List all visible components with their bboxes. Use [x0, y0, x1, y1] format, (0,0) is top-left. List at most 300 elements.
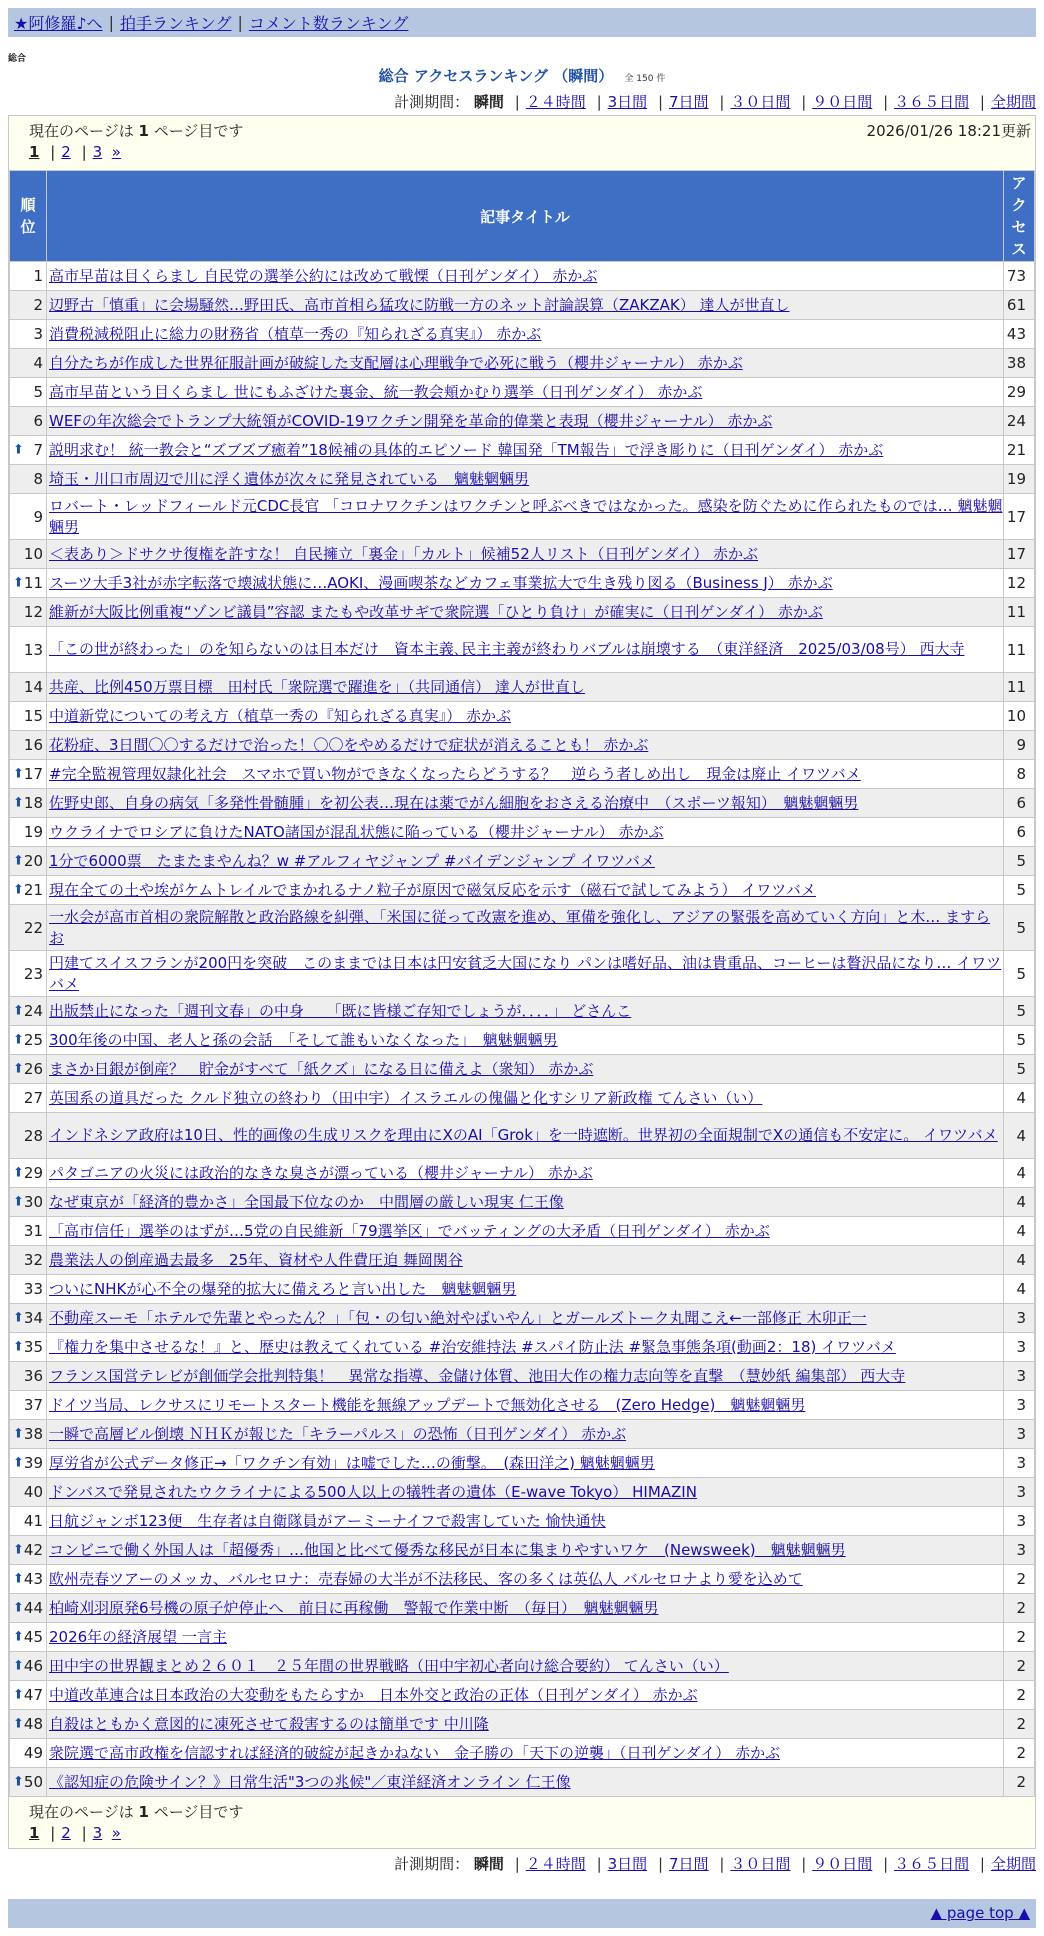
- table-row: [10, 997, 1035, 1026]
- rank-cell: [10, 569, 47, 598]
- category-tag: 総合: [8, 54, 27, 64]
- table-row: [10, 262, 1035, 291]
- access-count: 73: [1004, 262, 1035, 291]
- table-row: [10, 598, 1035, 627]
- table-row: [10, 702, 1035, 731]
- article-title-link[interactable]: 一水会が高市首相の衆院解散と政治路線を糾弾、「米国に従って改憲を進め、軍備を強化し、アジアの緊張を高めていく方向」と木… ますらお: [49, 907, 991, 947]
- article-title-link[interactable]: 維新が大阪比例重複“ゾンビ議員”容認 またもや改革サギで衆院選「ひとり負け」が確実に（日刊ゲンダイ） 赤かぶ: [49, 602, 823, 621]
- article-title-link[interactable]: ドイツ当局、レクサスにリモートスタート機能を無線アップデートで無効化させる (Zero Hedge) 魑魅魍魎男: [49, 1395, 806, 1414]
- table-row: [10, 789, 1035, 818]
- period-selector: [0, 91, 1036, 113]
- rank-number: 47: [23, 1686, 43, 1704]
- article-title-link[interactable]: 柏崎刈羽原発6号機の原子炉停止へ 前日に再稼働 警報で作業中断 （毎日） 魑魅魍魎男: [49, 1598, 659, 1617]
- table-row: [10, 1478, 1035, 1507]
- access-count: 5: [1004, 847, 1035, 876]
- period-separator: |: [719, 1855, 725, 1873]
- access-count: 3: [1004, 1420, 1035, 1449]
- period-30d-link[interactable]: ３０日間: [730, 1855, 791, 1873]
- rank-up-arrow-icon: ⬆: [13, 575, 24, 591]
- pager-top: [29, 143, 121, 161]
- article-title-link[interactable]: 共産、比例450万票目標 田村氏「衆院選で躍進を」（共同通信） 達人が世直し: [49, 677, 585, 696]
- article-title-link[interactable]: まさか日銀が倒産？ 貯金がすべて「紙クズ」になる日に備えよ（衆知） 赤かぶ: [49, 1059, 594, 1078]
- access-count: 43: [1004, 320, 1035, 349]
- article-title-link[interactable]: パタゴニアの火災には政治的なきな臭さが漂っている（櫻井ジャーナル） 赤かぶ: [49, 1163, 593, 1182]
- comment-ranking-link[interactable]: コメント数ランキング: [248, 14, 409, 33]
- article-title-link[interactable]: 農業法人の倒産過去最多 25年、資材や人件費圧迫 舞岡関谷: [49, 1250, 463, 1269]
- article-title-link[interactable]: 中道新党についての考え方（植草一秀の『知られざる真実』） 赤かぶ: [49, 706, 511, 725]
- title-cell: [47, 1217, 1004, 1246]
- rank-number: 9: [33, 507, 43, 526]
- article-title-link[interactable]: WEFの年次総会でトランプ大統領がCOVID-19ワクチン開発を革命的偉業と表現（櫻井ジャーナル） 赤かぶ: [49, 411, 773, 430]
- page-prefix: 現在のページは: [29, 122, 134, 140]
- rank-number: 4: [33, 354, 43, 372]
- rank-up-arrow-icon: ⬆: [13, 1032, 24, 1048]
- period-label: 計測期間：: [394, 93, 470, 111]
- article-title-link[interactable]: 300年後の中国、老人と孫の会話 「そして誰もいなくなった」 魑魅魍魎男: [49, 1030, 558, 1049]
- rank-number: 17: [23, 765, 43, 783]
- article-title-link[interactable]: 埼玉・川口市周辺で川に浮く遺体が次々に発見されている 魑魅魍魎男: [49, 469, 530, 488]
- table-row: [10, 320, 1035, 349]
- article-title-link[interactable]: フランス国営テレビが創価学会批判特集！ 異常な指導、金儲け体質、池田大作の権力志向等を直撃 （慧妙紙 編集部） 西大寺: [49, 1366, 906, 1385]
- title-cell: [47, 291, 1004, 320]
- table-row: [10, 436, 1035, 465]
- page-title-row: [0, 65, 1044, 85]
- rank-cell: [10, 951, 47, 997]
- rank-cell: [10, 540, 47, 569]
- title-column-header: 記事タイトル: [47, 171, 1004, 262]
- rank-up-arrow-icon: ⬆: [13, 1571, 24, 1587]
- title-cell: [47, 540, 1004, 569]
- title-cell: [47, 1159, 1004, 1188]
- access-count: 3: [1004, 1507, 1035, 1536]
- rank-number: 38: [23, 1425, 43, 1443]
- access-count: 4: [1004, 1084, 1035, 1113]
- table-row: [10, 905, 1035, 951]
- title-cell: [47, 1333, 1004, 1362]
- table-row: [10, 1333, 1035, 1362]
- article-title-link[interactable]: 「この世が終わった」のを知らないのは日本だけ 資本主義､民主主義が終わりバブルは崩壊する （東洋経済 2025/03/08号） 西大寺: [49, 640, 965, 658]
- article-title-link[interactable]: 高市早苗という目くらまし 世にもふざけた裏金、統一教会頬かむり選挙（日刊ゲンダイ） 赤かぶ: [49, 382, 703, 401]
- rank-number: 14: [23, 678, 43, 696]
- ranking-table-body: [10, 262, 1035, 1797]
- rank-cell: [10, 731, 47, 760]
- article-title-link[interactable]: 厚労省が公式データ修正→「ワクチン有効」は嘘でした…の衝撃。 (森田洋之) 魑魅魍魎男: [49, 1453, 655, 1472]
- rank-number: 44: [23, 1599, 43, 1617]
- article-title-link[interactable]: スーツ大手3社が赤字転落で壊滅状態に…AOKI、漫画喫茶などカフェ事業拡大で生き残り図る（Business J） 赤かぶ: [49, 573, 833, 592]
- rank-cell: [10, 702, 47, 731]
- access-count: 2: [1004, 1594, 1035, 1623]
- table-row: [10, 1536, 1035, 1565]
- rank-up-arrow-icon: ⬆: [13, 766, 24, 782]
- title-cell: [47, 598, 1004, 627]
- table-row: [10, 494, 1035, 540]
- rank-up-arrow-icon: ⬆: [13, 1542, 24, 1558]
- title-cell: [47, 320, 1004, 349]
- article-title-link[interactable]: 出版禁止になった「週刊文春」の中身 「既に皆様ご存知でしょうが．．．．」 どさんこ: [49, 1001, 632, 1020]
- rank-cell: [10, 905, 47, 951]
- pager-current: 1: [29, 143, 40, 161]
- rank-cell: [10, 1478, 47, 1507]
- period-365d-link[interactable]: ３６５日間: [894, 93, 970, 111]
- access-count: 38: [1004, 349, 1035, 378]
- rank-number: 45: [23, 1628, 43, 1646]
- pager-page-2[interactable]: 2: [61, 143, 71, 161]
- access-count: 29: [1004, 378, 1035, 407]
- rank-column-header: [10, 171, 47, 262]
- rank-cell: [10, 1304, 47, 1333]
- article-title-link[interactable]: 中道改革連合は日本政治の大変動をもたらすか 日本外交と政治の正体（日刊ゲンダイ） 赤かぶ: [49, 1685, 698, 1704]
- page-info-bottom: [9, 1797, 1035, 1848]
- article-title-link[interactable]: 「高市信任」選挙のはずが…5党の自民維新「79選挙区」でバッティングの大矛盾（日刊ゲンダイ） 赤かぶ: [49, 1221, 770, 1240]
- article-title-link[interactable]: 説明求む！ 統一教会と“ズブズブ癒着”18候補の具体的エピソード 韓国発「TM報告」で浮き彫りに（日刊ゲンダイ） 赤かぶ: [49, 440, 884, 459]
- access-count: 21: [1004, 436, 1035, 465]
- period-all-link[interactable]: 全期間: [990, 93, 1036, 111]
- table-row: [10, 627, 1035, 673]
- title-cell: [47, 1594, 1004, 1623]
- rank-up-arrow-icon: ⬆: [13, 1061, 24, 1077]
- rank-number: 15: [23, 707, 43, 725]
- rank-cell: [10, 1768, 47, 1797]
- title-cell: [47, 465, 1004, 494]
- period-separator: |: [596, 1855, 602, 1873]
- access-count: 4: [1004, 1217, 1035, 1246]
- title-cell: [47, 1449, 1004, 1478]
- access-count: 3: [1004, 1536, 1035, 1565]
- title-cell: [47, 1055, 1004, 1084]
- rank-cell: [10, 1739, 47, 1768]
- title-cell: [47, 1391, 1004, 1420]
- rank-up-arrow-icon: ⬆: [13, 1194, 24, 1210]
- rank-cell: [10, 1449, 47, 1478]
- period-3d-link[interactable]: 3日間: [607, 93, 648, 111]
- rank-up-arrow-icon: ⬆: [13, 1716, 24, 1732]
- title-cell: [47, 1710, 1004, 1739]
- rank-header-text: 順位: [20, 196, 36, 236]
- access-count: 5: [1004, 997, 1035, 1026]
- table-row: [10, 1565, 1035, 1594]
- access-count: 17: [1004, 494, 1035, 540]
- title-cell: [47, 1739, 1004, 1768]
- article-title-link[interactable]: 現在全ての土や埃がケムトレイルでまかれるナノ粒子が原因で磁気反応を示す（磁石で試してみよう） イワツバメ: [49, 880, 816, 899]
- rank-cell: [10, 436, 47, 465]
- rank-up-arrow-icon: ⬆: [13, 442, 24, 458]
- period-7d-link[interactable]: 7日間: [669, 1855, 709, 1873]
- period-separator: |: [979, 93, 985, 111]
- title-cell: [47, 673, 1004, 702]
- rank-number: 1: [33, 267, 43, 285]
- title-cell: [47, 1652, 1004, 1681]
- title-cell: [47, 1565, 1004, 1594]
- title-cell: [47, 951, 1004, 997]
- article-title-link[interactable]: ついにNHKが心不全の爆発的拡大に備えろと言い出した 魑魅魍魎男: [49, 1279, 517, 1298]
- total-count: 全 150 件: [624, 74, 666, 84]
- title-cell: [47, 1507, 1004, 1536]
- rank-number: 48: [23, 1715, 43, 1733]
- access-count: 3: [1004, 1304, 1035, 1333]
- article-title-link[interactable]: 花粉症、3日間〇〇するだけで治った！〇〇をやめるだけで症状が消えることも！ 赤かぶ: [49, 735, 649, 754]
- clap-ranking-link[interactable]: 拍手ランキング: [119, 14, 232, 33]
- title-cell: [47, 702, 1004, 731]
- access-column-header: [1004, 171, 1035, 262]
- article-title-link[interactable]: 佐野史郎、自身の病気「多発性骨髄腫」を初公表…現在は薬でがん細胞をおさえる治療中 （スポーツ報知） 魑魅魍魎男: [49, 793, 859, 812]
- table-row: [10, 760, 1035, 789]
- rank-cell: [10, 1246, 47, 1275]
- period-365d-link[interactable]: ３６５日間: [894, 1855, 970, 1873]
- period-24h-link[interactable]: ２４時間: [525, 93, 586, 111]
- table-row: [10, 349, 1035, 378]
- pager-next[interactable]: »: [111, 143, 121, 161]
- access-count: 24: [1004, 407, 1035, 436]
- title-cell: [47, 1623, 1004, 1652]
- asyura-home-link[interactable]: ★阿修羅♪へ: [14, 14, 103, 33]
- period-separator: |: [657, 1855, 664, 1873]
- page-number: 1: [138, 122, 149, 140]
- table-row: [10, 1623, 1035, 1652]
- table-row: [10, 378, 1035, 407]
- period-7d-link[interactable]: 7日間: [669, 93, 709, 111]
- rank-up-arrow-icon: ⬆: [13, 853, 24, 869]
- period-all-link[interactable]: 全期間: [990, 1855, 1036, 1873]
- page-suffix: ページ目です: [153, 1803, 244, 1821]
- article-title-link[interactable]: コンビニで働く外国人は「超優秀」…他国と比べて優秀な移民が日本に集まりやすいワケ (Newsweek) 魑魅魍魎男: [49, 1540, 846, 1559]
- title-cell: [47, 407, 1004, 436]
- article-title-link[interactable]: 一瞬で高層ビル倒壊 ＮＨＫが報じた「キラーパルス」の恐怖（日刊ゲンダイ） 赤かぶ: [49, 1424, 627, 1443]
- title-cell: [47, 436, 1004, 465]
- article-title-link[interactable]: 田中宇の世界観まとめ２６０１ ２５年間の世界戦略（田中宇初心者向け総合要約） てんさい（い）: [49, 1656, 729, 1675]
- table-row: [10, 1768, 1035, 1797]
- period-separator: |: [801, 1855, 807, 1873]
- rank-number: 32: [23, 1251, 43, 1269]
- period-separator: |: [979, 1855, 985, 1873]
- rank-number: 41: [23, 1512, 43, 1530]
- article-title-link[interactable]: 衆院選で高市政権を信認すれば経済的破綻が起きかねない 金子勝の「天下の逆襲」（日刊ゲンダイ） 赤かぶ: [49, 1743, 781, 1762]
- pager-separator: |: [81, 143, 87, 161]
- rank-number: 6: [33, 412, 43, 430]
- rank-number: 10: [23, 545, 43, 563]
- access-count: 4: [1004, 1188, 1035, 1217]
- article-title-link[interactable]: インドネシア政府は10日、性的画像の生成リスクを理由にXのAI「Grok」を一時遮断。世界初の全面規制でXの通信も不安定に。 イワツバメ: [49, 1126, 998, 1144]
- rank-cell: [10, 1333, 47, 1362]
- title-cell: [47, 1026, 1004, 1055]
- access-count: 3: [1004, 1478, 1035, 1507]
- period-separator: |: [514, 93, 520, 111]
- table-row: [10, 1159, 1035, 1188]
- title-cell: [47, 905, 1004, 951]
- article-title-link[interactable]: 高市早苗は目くらまし 自民党の選挙公約には改めて戦慄（日刊ゲンダイ） 赤かぶ: [49, 266, 598, 285]
- rank-number: 35: [23, 1338, 43, 1356]
- table-row: [10, 1304, 1035, 1333]
- table-row: [10, 1055, 1035, 1084]
- article-title-link[interactable]: 自分たちが作成した世界征服計画が破綻した支配層は心理戦争で必死に戦う（櫻井ジャーナル） 赤かぶ: [49, 353, 743, 372]
- table-row: [10, 1652, 1035, 1681]
- period-30d-link[interactable]: ３０日間: [730, 93, 791, 111]
- article-title-link[interactable]: ウクライナでロシアに負けたNATO諸国が混乱状態に陥っている（櫻井ジャーナル） 赤かぶ: [49, 822, 664, 841]
- article-title-link[interactable]: ドンバスで発見されたウクライナによる500人以上の犠牲者の遺体（E-wave Tokyo） HIMAZIN: [49, 1482, 697, 1501]
- period-24h-link[interactable]: ２４時間: [525, 1855, 586, 1873]
- rank-up-arrow-icon: ⬆: [13, 795, 24, 811]
- period-separator: |: [883, 93, 889, 111]
- rank-number: 19: [23, 823, 43, 841]
- title-cell: [47, 818, 1004, 847]
- article-title-link[interactable]: #完全監視管理奴隷化社会 スマホで買い物ができなくなったらどうする？ 逆らう者しめ出し 現金は廃止 イワツバメ: [49, 764, 861, 783]
- article-title-link[interactable]: 《認知症の危険サイン？》日常生活"3つの兆候"／東洋経済オンライン 仁王像: [49, 1772, 571, 1791]
- rank-cell: [10, 1420, 47, 1449]
- page-prefix: 現在のページは: [29, 1803, 134, 1821]
- rank-number: 23: [23, 964, 43, 983]
- rank-number: 7: [33, 441, 43, 459]
- table-row: [10, 847, 1035, 876]
- title-cell: [47, 627, 1004, 673]
- title-cell: [47, 1304, 1004, 1333]
- page-suffix: ページ目です: [153, 122, 244, 140]
- table-row: [10, 465, 1035, 494]
- period-90d-link[interactable]: ９０日間: [812, 93, 873, 111]
- access-count: 2: [1004, 1681, 1035, 1710]
- table-row: [10, 407, 1035, 436]
- rank-cell: [10, 760, 47, 789]
- article-title-link[interactable]: 日航ジャンボ123便 生存者は自衛隊員がアーミーナイフで殺害していた 愉快通快: [49, 1511, 606, 1530]
- rank-cell: [10, 997, 47, 1026]
- period-90d-link[interactable]: ９０日間: [812, 1855, 873, 1873]
- rank-up-arrow-icon: ⬆: [13, 1774, 24, 1790]
- access-count: 8: [1004, 760, 1035, 789]
- title-cell: [47, 1536, 1004, 1565]
- rank-cell: [10, 789, 47, 818]
- access-count: 4: [1004, 1275, 1035, 1304]
- access-count: 6: [1004, 789, 1035, 818]
- article-title-link[interactable]: 自殺はともかく意図的に凍死させて殺害するのは簡単です 中川隆: [49, 1714, 489, 1733]
- page-top-link[interactable]: ▲ page top ▲: [930, 1904, 1030, 1922]
- page-title: 総合 アクセスランキング （瞬間）: [378, 67, 614, 85]
- period-3d-link[interactable]: 3日間: [607, 1855, 648, 1873]
- period-separator: |: [596, 93, 602, 111]
- article-title-link[interactable]: 1分で6000票 たまたまやんね？w #アルフィヤジャンプ #バイデンジャンプ イワツバメ: [49, 851, 655, 870]
- rank-number: 30: [23, 1193, 43, 1211]
- access-count: 2: [1004, 1565, 1035, 1594]
- rank-up-arrow-icon: ⬆: [13, 1003, 24, 1019]
- article-title-link[interactable]: 辺野古「慎重」に会場騒然…野田氏、高市首相ら猛攻に防戦一方のネット討論誤算（ZAKZAK） 達人が世直し: [49, 295, 790, 314]
- table-row: [10, 1362, 1035, 1391]
- pager-next[interactable]: »: [111, 1824, 121, 1842]
- table-row: [10, 1739, 1035, 1768]
- page-info-top: [9, 116, 1035, 170]
- article-title-link[interactable]: 消費税減税阻止に総力の財務省（植草一秀の『知られざる真実』） 赤かぶ: [49, 324, 542, 343]
- rank-number: 43: [23, 1570, 43, 1588]
- article-title-link[interactable]: 不動産スーモ「ホテルで先輩とやったん？」「包・の匂い絶対やばいやん」とガールズトーク丸聞こえ←一部修正 木卯正一: [49, 1308, 867, 1327]
- article-title-link[interactable]: ＜表あり＞ドサクサ復権を許すな！ 自民擁立「裏金」「カルト」候補52人リスト（日刊ゲンダイ） 赤かぶ: [49, 544, 759, 563]
- period-separator: |: [883, 1855, 889, 1873]
- rank-number: 2: [33, 296, 43, 314]
- rank-number: 26: [23, 1060, 43, 1078]
- pager-page-3[interactable]: 3: [92, 143, 103, 161]
- rank-cell: [10, 1362, 47, 1391]
- ranking-panel: [8, 115, 1036, 1849]
- access-count: 19: [1004, 465, 1035, 494]
- pager-page-3[interactable]: 3: [92, 1824, 103, 1842]
- title-cell: [47, 760, 1004, 789]
- rank-cell: [10, 673, 47, 702]
- title-cell: [47, 1275, 1004, 1304]
- table-row: [10, 818, 1035, 847]
- table-row: [10, 1188, 1035, 1217]
- period-label: 計測期間：: [394, 1855, 470, 1873]
- rank-up-arrow-icon: ⬆: [13, 1165, 24, 1181]
- article-title-link[interactable]: 『権力を集中させるな！』と、歴史は教えてくれている #治安維持法 #スパイ防止法 #緊急事態条項(動画2：18) イワツバメ: [49, 1337, 896, 1356]
- rank-cell: [10, 1217, 47, 1246]
- rank-up-arrow-icon: ⬆: [13, 1629, 24, 1645]
- access-count: 9: [1004, 731, 1035, 760]
- title-cell: [47, 997, 1004, 1026]
- pager-current: 1: [29, 1824, 40, 1842]
- period-separator: |: [801, 93, 807, 111]
- rank-up-arrow-icon: ⬆: [13, 1455, 24, 1471]
- access-count: 4: [1004, 1113, 1035, 1159]
- title-cell: [47, 731, 1004, 760]
- rank-up-arrow-icon: ⬆: [13, 1658, 24, 1674]
- access-count: 4: [1004, 1159, 1035, 1188]
- article-title-link[interactable]: ロバート・レッドフィールド元CDC長官 「コロナワクチンはワクチンと呼ぶべきではなかった。感染を防ぐために作られたものでは… 魑魅魍魎男: [49, 496, 1003, 536]
- rank-cell: [10, 1652, 47, 1681]
- rank-number: 33: [23, 1280, 43, 1298]
- rank-number: 42: [23, 1541, 43, 1559]
- title-cell: [47, 569, 1004, 598]
- access-count: 6: [1004, 818, 1035, 847]
- period-current: 瞬間: [473, 93, 504, 111]
- rank-cell: [10, 627, 47, 673]
- access-count: 11: [1004, 673, 1035, 702]
- rank-cell: [10, 1507, 47, 1536]
- table-row: [10, 1681, 1035, 1710]
- article-title-link[interactable]: 英国系の道具だった クルド独立の終わり（田中宇）イスラエルの傀儡と化すシリア新政権 てんさい（い）: [49, 1088, 763, 1107]
- title-cell: [47, 494, 1004, 540]
- access-count: 3: [1004, 1391, 1035, 1420]
- rank-up-arrow-icon: ⬆: [13, 1310, 24, 1326]
- access-count: 2: [1004, 1652, 1035, 1681]
- rank-cell: [10, 1391, 47, 1420]
- article-title-link[interactable]: 2026年の経済展望 一言主: [49, 1627, 227, 1646]
- title-cell: [47, 847, 1004, 876]
- access-count: 2: [1004, 1739, 1035, 1768]
- title-cell: [47, 876, 1004, 905]
- rank-number: 46: [23, 1657, 43, 1675]
- rank-cell: [10, 349, 47, 378]
- article-title-link[interactable]: 欧州売春ツアーのメッカ、バルセロナ：売春婦の大半が不法移民、客の多くは英仏人 バルセロナより愛を込めて: [49, 1569, 803, 1588]
- article-title-link[interactable]: 円建てスイスフランが200円を突破 このままでは日本は円安貧乏大国になり パンは嗜好品、油は貴重品、コーヒーは贅沢品になり… イワツバメ: [49, 953, 1002, 993]
- table-row: [10, 540, 1035, 569]
- access-count: 61: [1004, 291, 1035, 320]
- title-cell: [47, 1084, 1004, 1113]
- pager-page-2[interactable]: 2: [61, 1824, 71, 1842]
- title-cell: [47, 1188, 1004, 1217]
- article-title-link[interactable]: なぜ東京が「経済的豊かさ」全国最下位なのか 中間層の厳しい現実 仁王像: [49, 1192, 564, 1211]
- rank-number: 22: [23, 918, 43, 937]
- access-count: 17: [1004, 540, 1035, 569]
- nav-separator: |: [237, 13, 243, 32]
- rank-up-arrow-icon: ⬆: [13, 1339, 24, 1355]
- period-selector-bottom: [0, 1853, 1036, 1875]
- rank-cell: [10, 1026, 47, 1055]
- table-row: [10, 291, 1035, 320]
- rank-number: 20: [23, 852, 43, 870]
- rank-up-arrow-icon: ⬆: [13, 1426, 24, 1442]
- access-count: 5: [1004, 1055, 1035, 1084]
- top-nav-bar: [8, 8, 1036, 37]
- rank-cell: [10, 320, 47, 349]
- title-cell: [47, 1362, 1004, 1391]
- rank-number: 24: [23, 1002, 43, 1020]
- table-row: [10, 951, 1035, 997]
- pager-separator: |: [50, 1824, 56, 1842]
